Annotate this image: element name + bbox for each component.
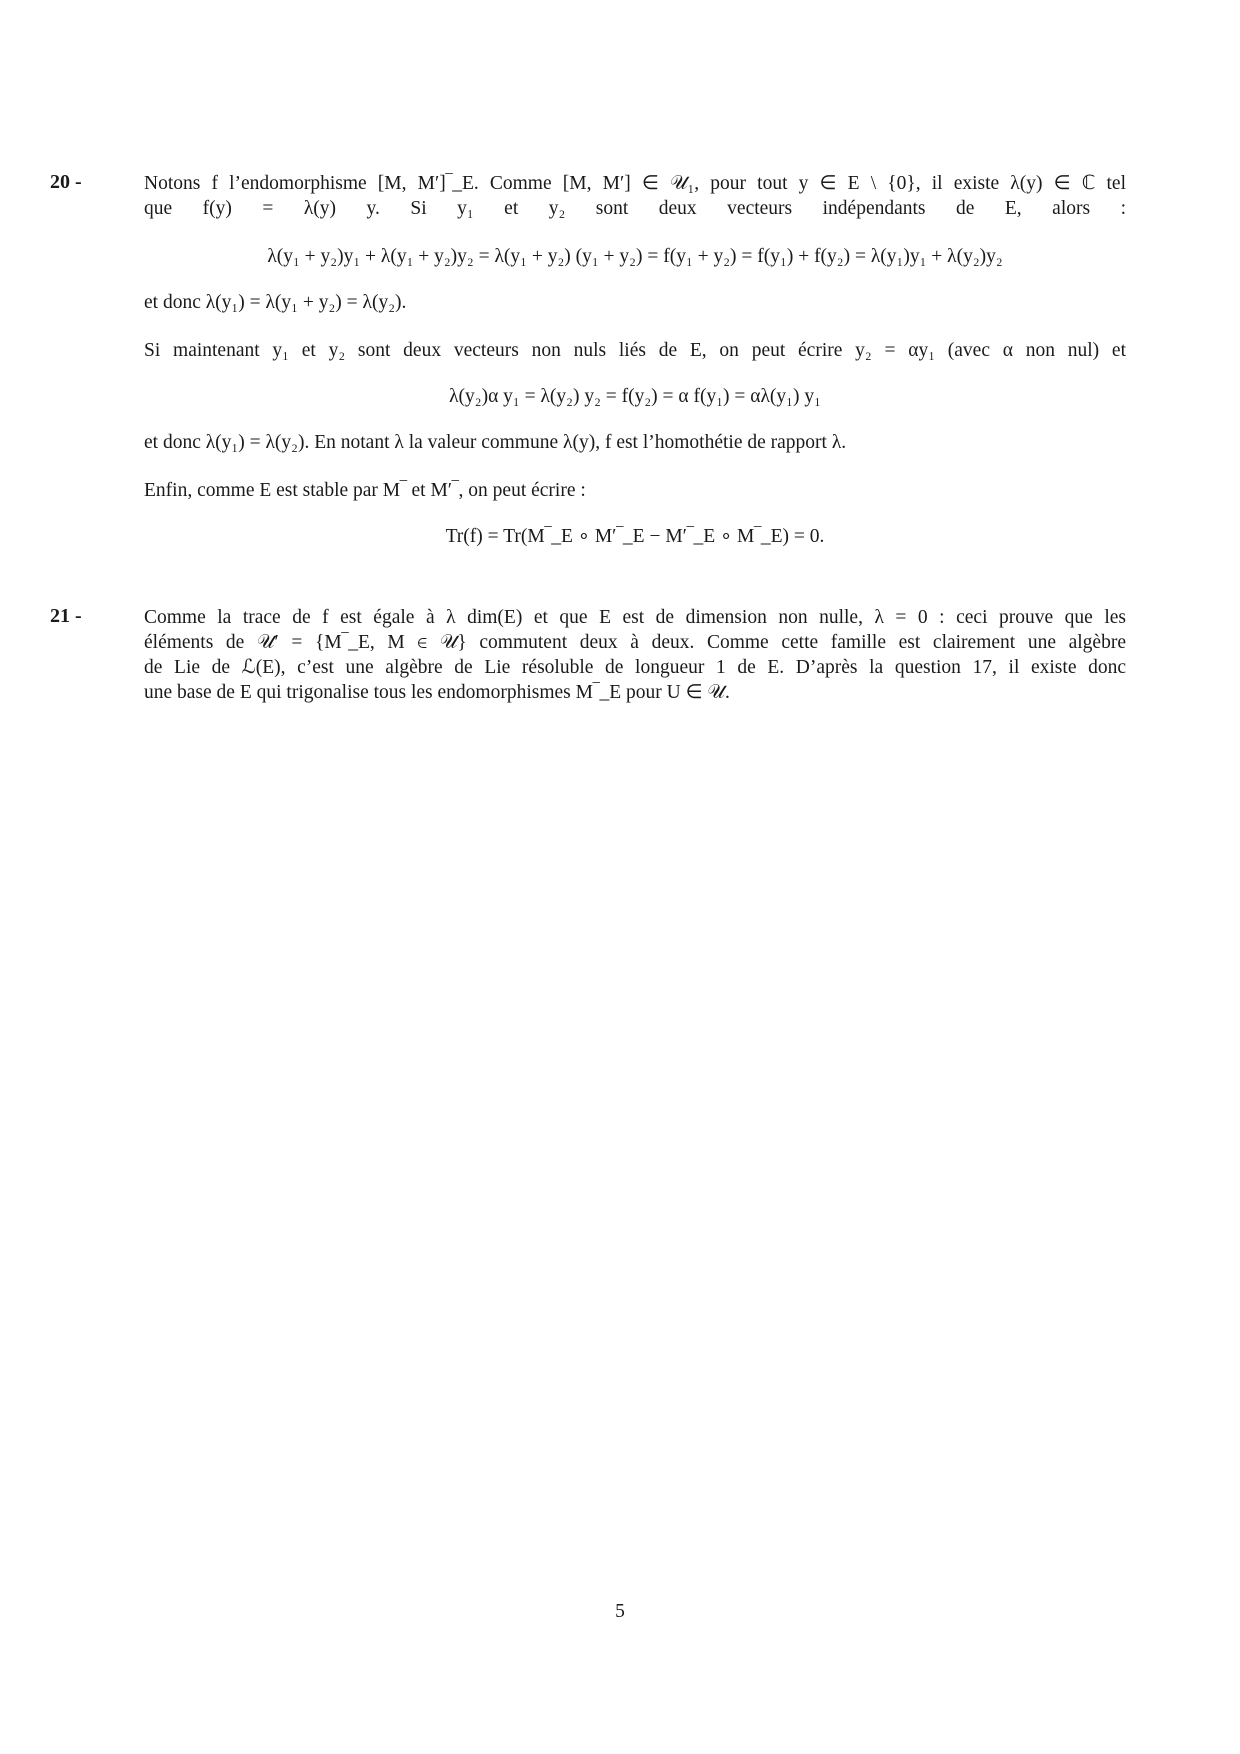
question-20-number: 20 - (50, 171, 82, 193)
page-number: 5 (615, 1601, 625, 1622)
q20-equation-3: Tr(f) = Tr(M‾_E ∘ M′‾_E − M′‾_E ∘ M‾_E) = 0. (445, 526, 825, 547)
q21-line-4: une base de E qui trigonalise tous les endomorphismes M‾_E pour U ∈ 𝒰. (144, 682, 730, 703)
q20-line-2: que f(y) = λ(y) y. Si y₁ et y₂ sont deux vecteurs indépendants de E, alors : (144, 198, 1126, 219)
q20-line-4: Si maintenant y₁ et y₂ sont deux vecteurs non nuls liés de E, on peut écrire y₂ = αy₁ (avec α non nul) et (144, 340, 1126, 361)
q20-line-1: Notons f l’endomorphisme [M, M′]‾_E. Comme [M, M′] ∈ 𝒰₁, pour tout y ∈ E \ {0}, il existe λ(y) ∈ ℂ tel (144, 173, 1126, 194)
q20-line-5: et donc λ(y₁) = λ(y₂). En notant λ la valeur commune λ(y), f est l’homothétie de rapport λ. (144, 432, 847, 453)
q20-equation-2: λ(y₂)α y₁ = λ(y₂) y₂ = f(y₂) = α f(y₁) = αλ(y₁) y₁ (449, 386, 821, 407)
q20-equation-1: λ(y₁ + y₂)y₁ + λ(y₁ + y₂)y₂ = λ(y₁ + y₂) (y₁ + y₂) = f(y₁ + y₂) = f(y₁) + f(y₂) = λ(y₁)y₁ + λ(y₂)y₂ (267, 246, 1003, 267)
q21-line-3: de Lie de ℒ(E), c’est une algèbre de Lie résoluble de longueur 1 de E. D’après la question 17, il existe donc (144, 657, 1126, 678)
q20-line-3: et donc λ(y₁) = λ(y₁ + y₂) = λ(y₂). (144, 292, 407, 313)
q21-line-2: éléments de 𝒰′ = {M‾_E, M ∈ 𝒰} commutent deux à deux. Comme cette famille est clairement une algèbre (144, 632, 1126, 653)
q20-line-6: Enfin, comme E est stable par M‾ et M′‾, on peut écrire : (144, 480, 586, 501)
q21-line-1: Comme la trace de f est égale à λ dim(E) et que E est de dimension non nulle, λ = 0 : ceci prouve que les (144, 607, 1126, 628)
question-21-number: 21 - (50, 605, 82, 627)
